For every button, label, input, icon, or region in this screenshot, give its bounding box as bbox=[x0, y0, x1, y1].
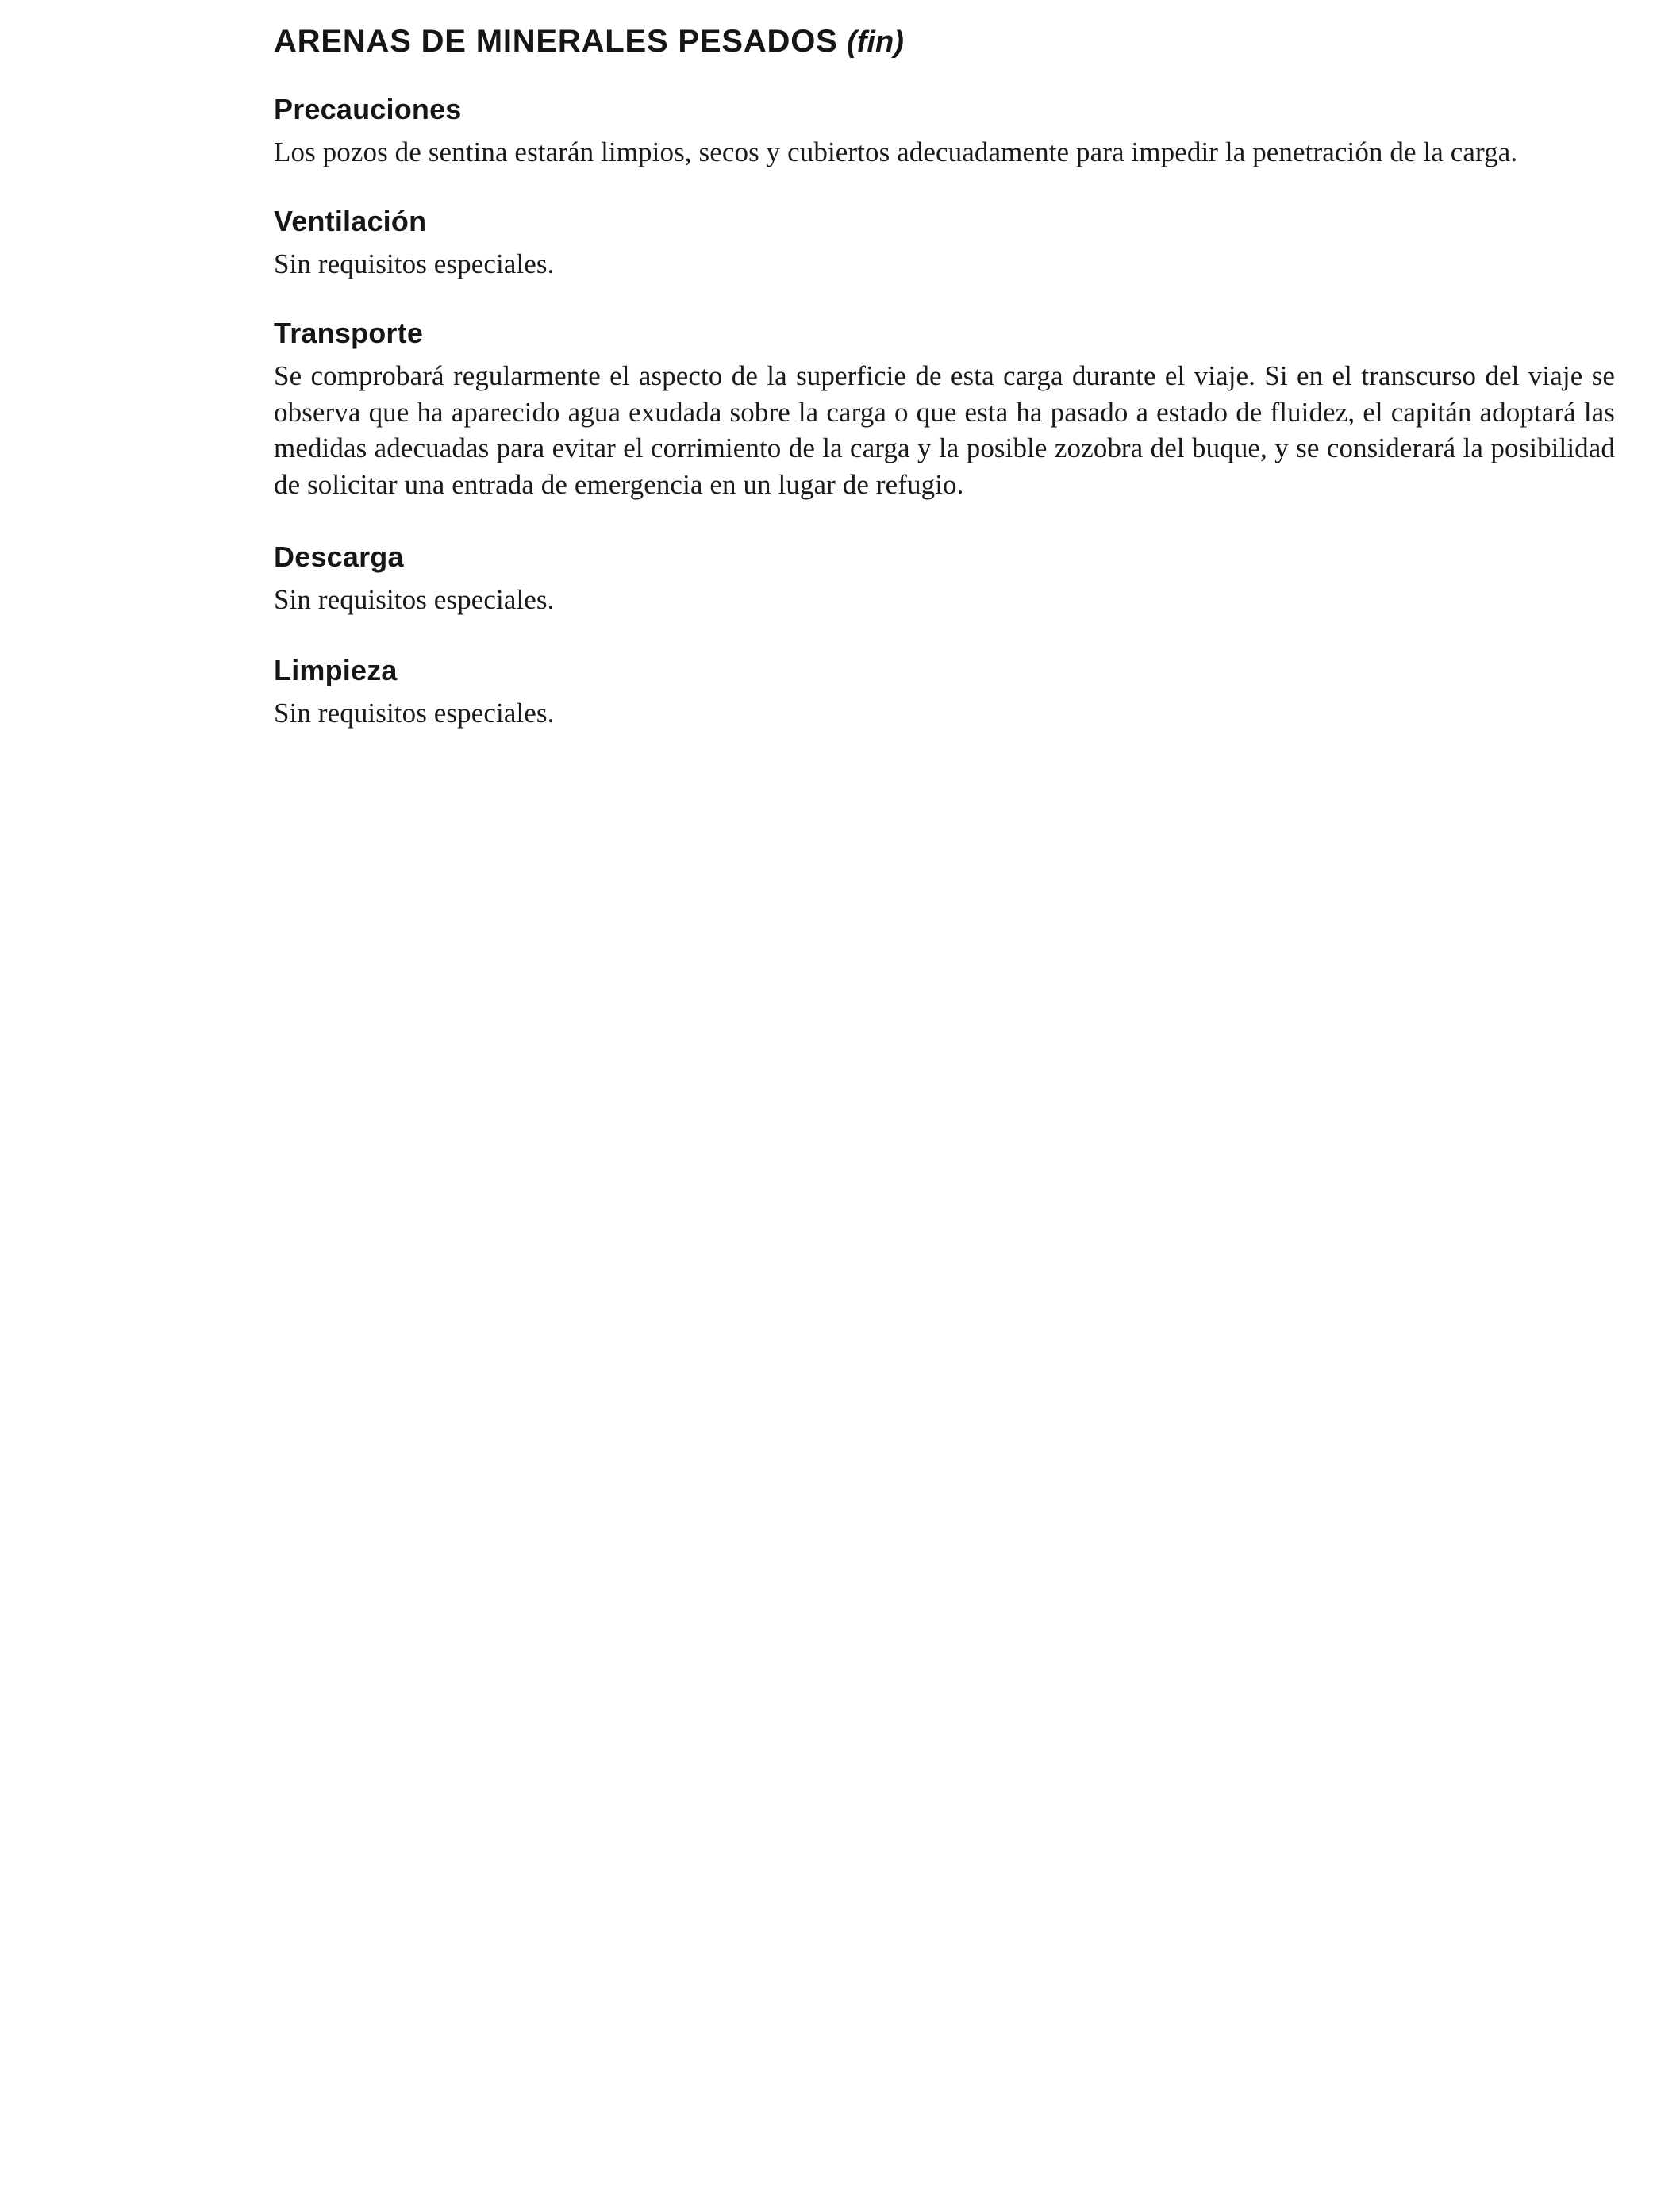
section-limpieza bbox=[274, 654, 1615, 731]
section-body-descarga: Sin requisitos especiales. bbox=[274, 583, 555, 615]
section-heading-transporte: Transporte bbox=[274, 317, 424, 350]
page-title bbox=[274, 24, 1615, 60]
section-transporte bbox=[274, 317, 1615, 502]
section-heading-descarga: Descarga bbox=[274, 540, 404, 574]
section-descarga bbox=[274, 540, 1615, 617]
section-body-precauciones: Los pozos de sentina estarán limpios, secos y cubiertos adecuadamente para impedir la penetración de la carga. bbox=[274, 136, 1518, 167]
section-body-transporte: Se comprobará regularmente el aspecto de la superficie de esta carga durante el viaje. Si en el transcurso del viaje se observa que ha aparecido agua exudada sobre la carga o que esta ha pasado a estado de fluidez, el capitán adoptará las medidas adecuadas para evitar el corrimiento de la carga y la posible zozobra del buque, y se considerará la posibilidad de solicitar una entrada de emergencia en un lugar de refugio. bbox=[274, 360, 1615, 500]
section-heading-precauciones: Precauciones bbox=[274, 92, 462, 125]
section-precauciones bbox=[274, 93, 1615, 170]
section-ventilacion bbox=[274, 205, 1615, 282]
section-body-ventilacion: Sin requisitos especiales. bbox=[274, 248, 555, 279]
section-heading-ventilacion: Ventilación bbox=[274, 205, 427, 238]
cargo-name: ARENAS DE MINERALES PESADOS bbox=[274, 24, 838, 59]
cargo-qualifier: (fin) bbox=[847, 25, 904, 59]
page-content bbox=[274, 24, 1615, 732]
section-heading-limpieza: Limpieza bbox=[274, 654, 398, 687]
section-body-limpieza: Sin requisitos especiales. bbox=[274, 698, 555, 729]
